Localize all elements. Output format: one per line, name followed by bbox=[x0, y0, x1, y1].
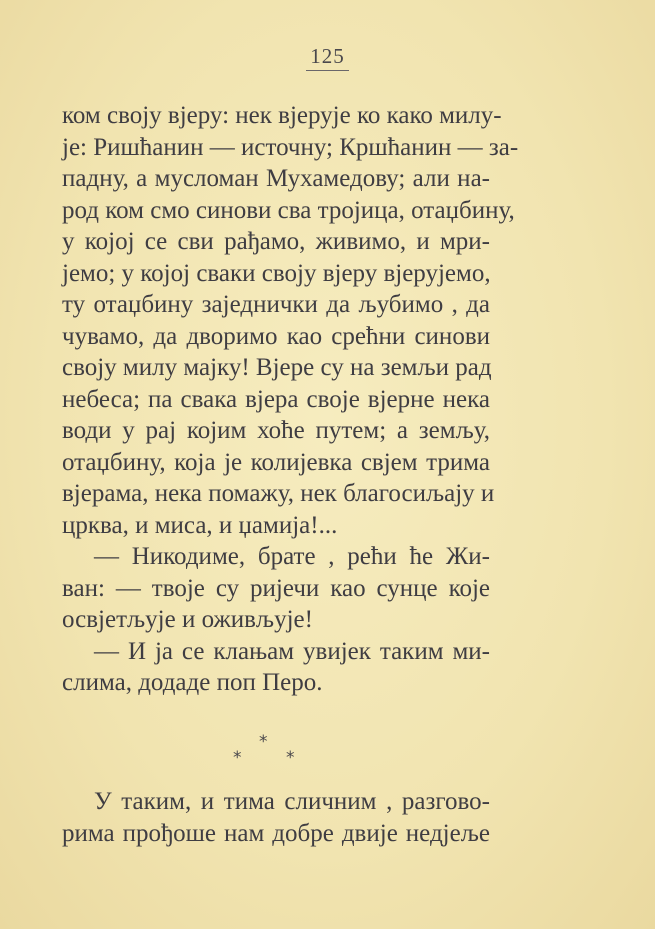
asterisk: * bbox=[259, 732, 268, 752]
text-line: падну, а мусломан Мухамедову; али на- bbox=[62, 165, 490, 192]
text-line: је: Ришћанин — источну; Кршћанин — за- bbox=[62, 133, 519, 161]
body-text bbox=[62, 100, 519, 699]
text-line: вјерама, нека помажу, нек благосиљају и bbox=[62, 480, 495, 507]
text-line: У таким, и тима сличним , разгово- bbox=[94, 788, 490, 815]
text-line: ван: — твоје су ријечи као сунце које bbox=[62, 574, 490, 602]
text-line: род ком смо синови сва тројица, отаџбину, bbox=[62, 196, 515, 224]
asterisk: * bbox=[286, 748, 295, 768]
text-line: освјетљује и оживљује! bbox=[62, 606, 313, 633]
text-line: небеса; па свака вјера своје вјерне нека bbox=[62, 385, 490, 413]
text-line: ту отаџбину заједнички да љубимо , да bbox=[62, 291, 490, 318]
paragraph-3 bbox=[62, 636, 490, 699]
paragraph-2 bbox=[62, 541, 490, 636]
text-line: чувамо, да дворимо као срећни синови bbox=[62, 322, 490, 350]
text-line: отаџбину, која је колијевка свјем трима bbox=[62, 448, 490, 476]
text-line: своју милу мајку! Вјере су на земљи рад bbox=[62, 354, 492, 381]
asterisk: * bbox=[233, 748, 242, 768]
text-line: — И ја се клањам увијек таким ми- bbox=[94, 637, 490, 665]
paragraph-4 bbox=[62, 786, 490, 849]
paragraph-1 bbox=[62, 100, 519, 541]
text-line: води у рај којим хоће путем; а земљу, bbox=[62, 417, 490, 444]
text-line: црква, и миса, и џамија!... bbox=[62, 511, 338, 539]
text-line: слима, додаде поп Перо. bbox=[62, 669, 323, 696]
page-header bbox=[0, 44, 655, 71]
text-line: — Никодиме, брате , рећи ће Жи- bbox=[94, 543, 490, 570]
text-line: рима прођоше нам добре двије недјеље bbox=[62, 819, 490, 847]
section-break-asterism bbox=[0, 734, 655, 774]
text-line: у којој се сви рађамо, живимо, и мри- bbox=[62, 228, 490, 255]
text-line: јемо; у којој сваки своју вјеру вјерујемо, bbox=[62, 259, 491, 287]
page-number: 125 bbox=[306, 44, 349, 71]
text-line: ком своју вјеру: нек вјерује ко како милу- bbox=[62, 102, 502, 129]
